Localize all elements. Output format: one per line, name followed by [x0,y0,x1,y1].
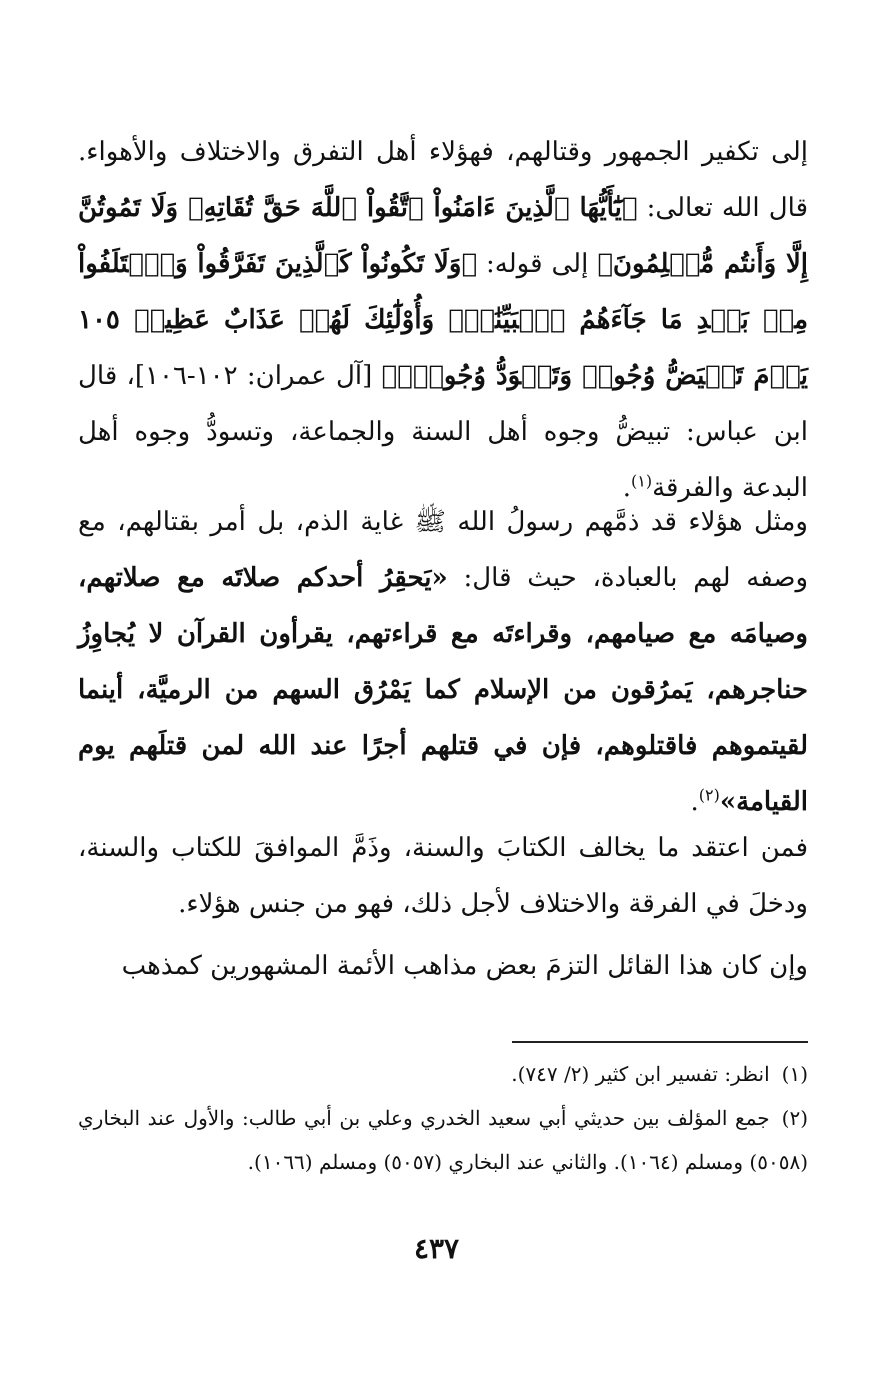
sentence-end: . [690,787,699,817]
footnote-divider [512,1041,808,1043]
paragraph-2 [78,494,808,830]
sentence-end: . [622,473,631,503]
paragraph-1 [78,124,808,516]
page-number: ٤٣٧ [413,1232,460,1265]
quran-verse-2: ﴿وَلَا تَكُونُواْ كَٱلَّذِينَ تَفَرَّقُواْ وَٱخۡتَلَفُواْ مِنۢ بَعۡدِ مَا جَآءَهُمُ ٱلۡبَيِّنَٰتُۚ وَأُوْلَٰٓئِكَ لَهُمۡ عَذَابٌ عَظِيمٞ ١٠٥ يَوۡمَ تَبۡيَضُّ وُجُوهٞ وَتَسۡوَدُّ وُجُوهٞۚ﴾ [78,249,808,391]
footnote-number: (١) [781,1062,808,1086]
ibn-abbas-quote: قال ابن عباس: تبيضُّ وجوه أهل السنة والجماعة، وتسودُّ وجوه أهل البدعة والفرقة [78,361,808,503]
footnote-1 [78,1052,808,1096]
intro-text: إلى تكفير الجمهور وقتالهم، فهؤلاء أهل التفرق والاختلاف والأهواء. [78,137,808,167]
footnotes-section [78,1052,808,1184]
verse-reference: [آل عمران: ١٠٢-١٠٦]، [117,361,382,391]
hadith-lead: ومثل هؤلاء قد ذمَّهم رسولُ الله ﷺ غاية الذم، بل أمر بقتالهم، مع وصفه لهم بالعبادة، حيث قال: [78,507,808,593]
verse-connector: إلى قوله: [477,249,598,279]
paragraph-4: وإن كان هذا القائل التزمَ بعض مذاهب الأئمة المشهورين كمذهب [121,951,808,981]
hadith-text: «يَحقِرُ أحدكم صلاتَه مع صلاتهم، وصيامَه مع صيامهم، وقراءتَه مع قراءتهم، يقرأون القرآن لا يُجاوِزُ حناجرهم، يَمرُقون من الإسلام كما يَمْرُق السهم من الرميَّة، أينما لقيتموهم فاقتلوهم، فإن في قتلهم أجرًا عند الله لمن قتلَهم يوم القيامة» [78,563,808,817]
footnote-2 [78,1096,808,1184]
footnote-mark-1: (١) [630,471,653,491]
quran-verse-1: ﴿يَٰٓأَيُّهَا ٱلَّذِينَ ءَامَنُواْ ٱتَّقُواْ ٱللَّهَ حَقَّ تُقَاتِهِۦ وَلَا تَمُوتُنَّ إِلَّا وَأَنتُم مُّسۡلِمُونَ﴾ [78,193,809,279]
footnote-text: انظر: تفسير ابن كثير (٢/ ٧٤٧). [511,1062,770,1086]
footnote-text: جمع المؤلف بين حديثي أبي سعيد الخدري وعلي بن أبي طالب: والأول عند البخاري (٥٠٥٨) ومسلم (١٠٦٤). والثاني عند البخاري (٥٠٥٧) ومسلم (١٠٦٦). [78,1106,808,1174]
footnote-number: (٢) [781,1106,808,1130]
quote-lead: قال الله تعالى: [637,193,808,223]
footnote-mark-2: (٢) [698,785,720,805]
paragraph-3: فمن اعتقد ما يخالف الكتابَ والسنة، وذَمَّ الموافقَ للكتاب والسنة، ودخلَ في الفرقة والاختلاف لأجل ذلك، فهو من جنس هؤلاء. [78,833,808,919]
